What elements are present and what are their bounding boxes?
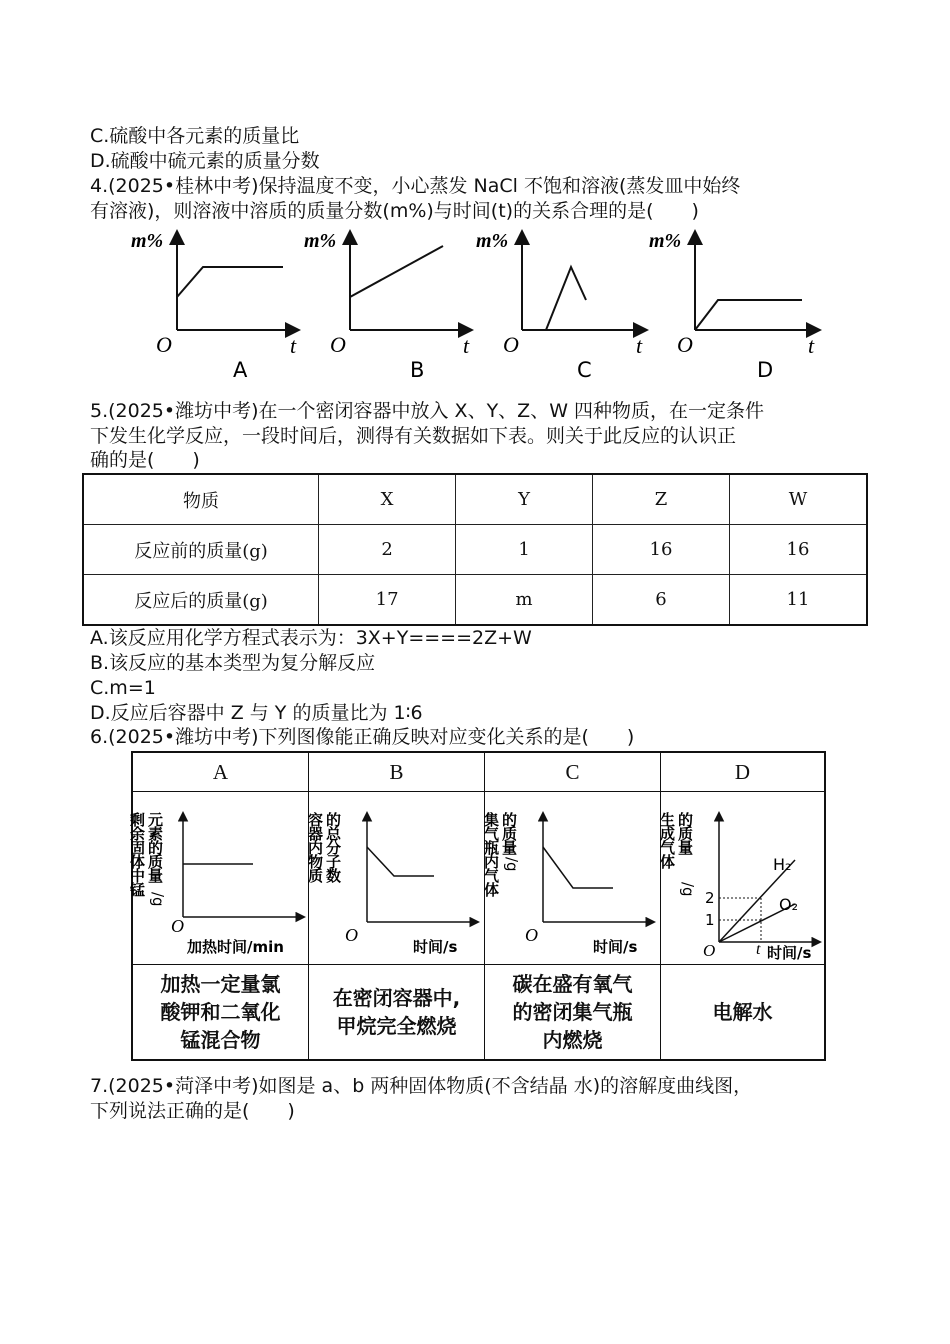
caption-line: 甲烷完全燃烧 [336,1014,457,1038]
question-7-line1: 7.(2025•菏泽中考)如图是 a、b 两种固体物质(不含结晶 水)的溶解度曲线图， [90,1075,753,1097]
q6d-origin: O [703,941,716,960]
table-header-cell: Z [593,474,730,525]
table-row [83,575,867,626]
q4d-ylabel: m% [649,230,682,252]
table-cell: 1 [456,525,593,575]
q4-graphs [0,225,950,385]
q6b-ylabel-col1: 容器内物质 [306,812,324,882]
q6d-ylabel-col2: 的质量 [676,812,694,854]
q6d-o2-label: O₂ [779,895,799,914]
q4a-xlabel: t [290,333,297,358]
q4-graph-d [649,230,818,382]
q6d-h2-label: H₂ [773,855,792,874]
q4-graph-c [476,230,645,382]
table-cell: 16 [593,525,730,575]
q4-graph-a [131,230,297,382]
q6-caption-d [661,965,826,1061]
option-c-q5: C.m=1 [90,677,156,699]
q6d-tick-2: 2 [705,889,715,907]
table-row [132,965,825,1061]
caption-line: 的密闭集气瓶 [512,1000,633,1024]
table-cell: m [456,575,593,626]
q4c-ylabel: m% [476,230,509,252]
caption-line: 内燃烧 [542,1028,603,1052]
q6d-xlabel: 时间/s [767,944,812,962]
caption-line: 酸钾和二氧化 [160,1000,281,1024]
question-5-line2: 下发生化学反应，一段时间后，测得有关数据如下表。则关于此反应的认识正 [90,425,737,447]
option-c-q3: C.硫酸中各元素的质量比 [90,125,300,147]
q6-graph-b [306,792,485,965]
q6b-xlabel: 时间/s [413,938,458,956]
table-row [83,525,867,575]
table-cell: 16 [729,525,867,575]
option-d-q3: D.硫酸中硫元素的质量分数 [90,150,320,172]
q6d-tick-1: 1 [705,911,715,929]
q6-graph-a [128,792,309,965]
caption-line: 加热一定量氯 [160,972,281,996]
table-cell: 11 [729,575,867,626]
table-header-cell: Y [456,474,593,525]
q4c-origin: O [503,332,519,357]
table-cell: 反应后的质量(g) [83,575,319,626]
q6-header-c: C [485,752,661,792]
q6d-ylabel-col1: 生成气体 [658,812,676,868]
q6-caption-a [132,965,309,1061]
q4c-xlabel: t [636,333,643,358]
q4-option-b: B [410,358,425,382]
q6a-ylabel-unit: /g [149,892,167,907]
q6b-ylabel-col2: 的总分子数 [324,812,342,882]
q5-data-table [82,473,868,626]
q6-caption-c [485,965,661,1061]
table-row [132,792,825,965]
q6-header-a: A [132,752,309,792]
question-7-line2: 下列说法正确的是( ) [90,1100,295,1122]
q4-option-d: D [757,358,774,382]
caption-line: 锰混合物 [180,1028,261,1052]
option-d-q5: D.反应后容器中 Z 与 Y 的质量比为 1∶6 [90,702,423,724]
table-row [132,752,825,792]
table-cell: 反应前的质量(g) [83,525,319,575]
question-4-line1: 4.(2025•桂林中考)保持温度不变，小心蒸发 NaCl 不饱和溶液(蒸发皿中始终 [90,175,741,197]
q4-option-c: C [577,358,592,382]
q6a-xlabel: 加热时间/min [187,938,284,956]
q6b-origin: O [345,925,358,945]
question-6-line1: 6.(2025•潍坊中考)下列图像能正确反映对应变化关系的是( ) [90,726,635,748]
table-cell: 6 [593,575,730,626]
q6-graph-d [658,792,826,965]
q4-option-a: A [233,358,248,382]
caption-line: 碳在盛有氧气 [512,972,633,996]
q4b-ylabel: m% [304,230,337,252]
question-5-line1: 5.(2025•潍坊中考)在一个密闭容器中放入 X、Y、Z、W 四种物质，在一定条件 [90,400,765,422]
caption-line: 在密闭容器中, [332,986,461,1010]
q6-header-d: D [661,752,826,792]
q6d-t-label: t [756,941,761,958]
option-b-q5: B.该反应的基本类型为复分解反应 [90,652,376,674]
option-a-q5: A.该反应用化学方程式表示为：3X+Y====2Z+W [90,627,532,649]
q6a-ylabel-col2: 元素的质量 [146,812,164,882]
q6a-origin: O [171,916,184,936]
q6c-origin: O [525,925,538,945]
q6-header-b: B [309,752,485,792]
q4b-xlabel: t [463,333,470,358]
q4d-origin: O [677,332,693,357]
table-header-cell: 物质 [83,474,319,525]
q6-graph-c [482,792,661,965]
q6-caption-b [309,965,485,1061]
q4a-origin: O [156,332,172,357]
question-4-line2: 有溶液)，则溶液中溶质的质量分数(m%)与时间(t)的关系合理的是( ) [90,200,699,222]
table-cell: 17 [319,575,456,626]
q4d-xlabel: t [808,333,815,358]
q6c-ylabel-col2: 的质量 [500,812,518,854]
table-header-cell: W [729,474,867,525]
q6-graph-table [128,751,826,1061]
table-cell: 2 [319,525,456,575]
q4b-origin: O [330,332,346,357]
question-5-line3: 确的是( ) [90,449,200,471]
q4-graph-b [304,230,470,382]
table-row [83,474,867,525]
q6c-ylabel-col1: 集气瓶内气体 [482,812,500,896]
q6c-ylabel-unit: /g [503,857,521,872]
q6d-ylabel-unit: /g [679,882,697,897]
table-header-cell: X [319,474,456,525]
q4a-ylabel: m% [131,230,164,252]
q6c-xlabel: 时间/s [593,938,638,956]
q6a-ylabel-col1: 剩余固体中锰 [128,812,146,896]
caption-line: 电解水 [712,1000,773,1024]
